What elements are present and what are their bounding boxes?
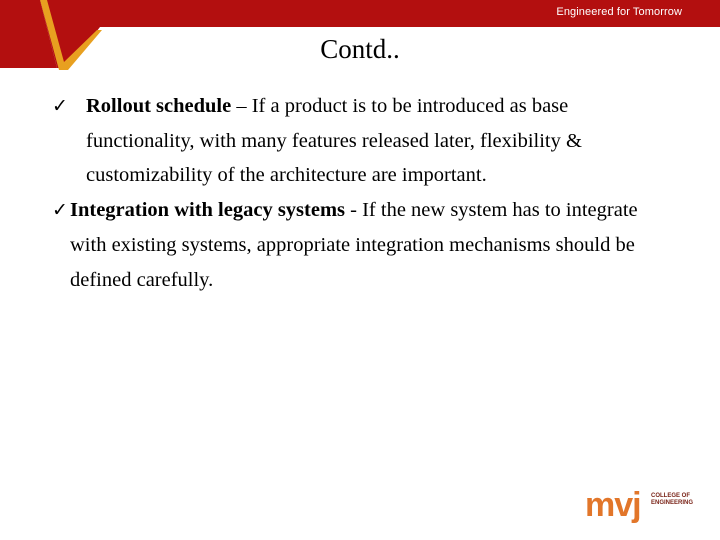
bullet-item [52, 89, 676, 193]
bullet-term: Integration with legacy systems [70, 199, 346, 222]
slide-title-text: Contd.. [320, 34, 400, 64]
checkmark-icon: ✓ [52, 95, 68, 117]
college-logo [585, 488, 705, 528]
bullet-text: – If a product is to be introduced as base functionality, with many features released later, flexibility & customizability of the architecture are important. [86, 95, 582, 187]
bullet-text: - If the new system has to integrate with existing systems, appropriate integration mechanisms should be defined carefully. [70, 199, 638, 291]
header-tagline: Engineered for Tomorrow [556, 6, 682, 18]
bullet-item [52, 193, 676, 297]
slide-title [0, 34, 720, 65]
bullet-term: Rollout schedule [86, 95, 232, 117]
logo-line-2: ENGINEERING [651, 500, 694, 506]
logo-mark: mvj [585, 486, 641, 524]
logo-line-1: COLLEGE OF [651, 493, 690, 499]
logo-caption [651, 493, 711, 507]
checkmark-icon: ✓ [52, 199, 68, 222]
bullet-list [52, 89, 676, 297]
